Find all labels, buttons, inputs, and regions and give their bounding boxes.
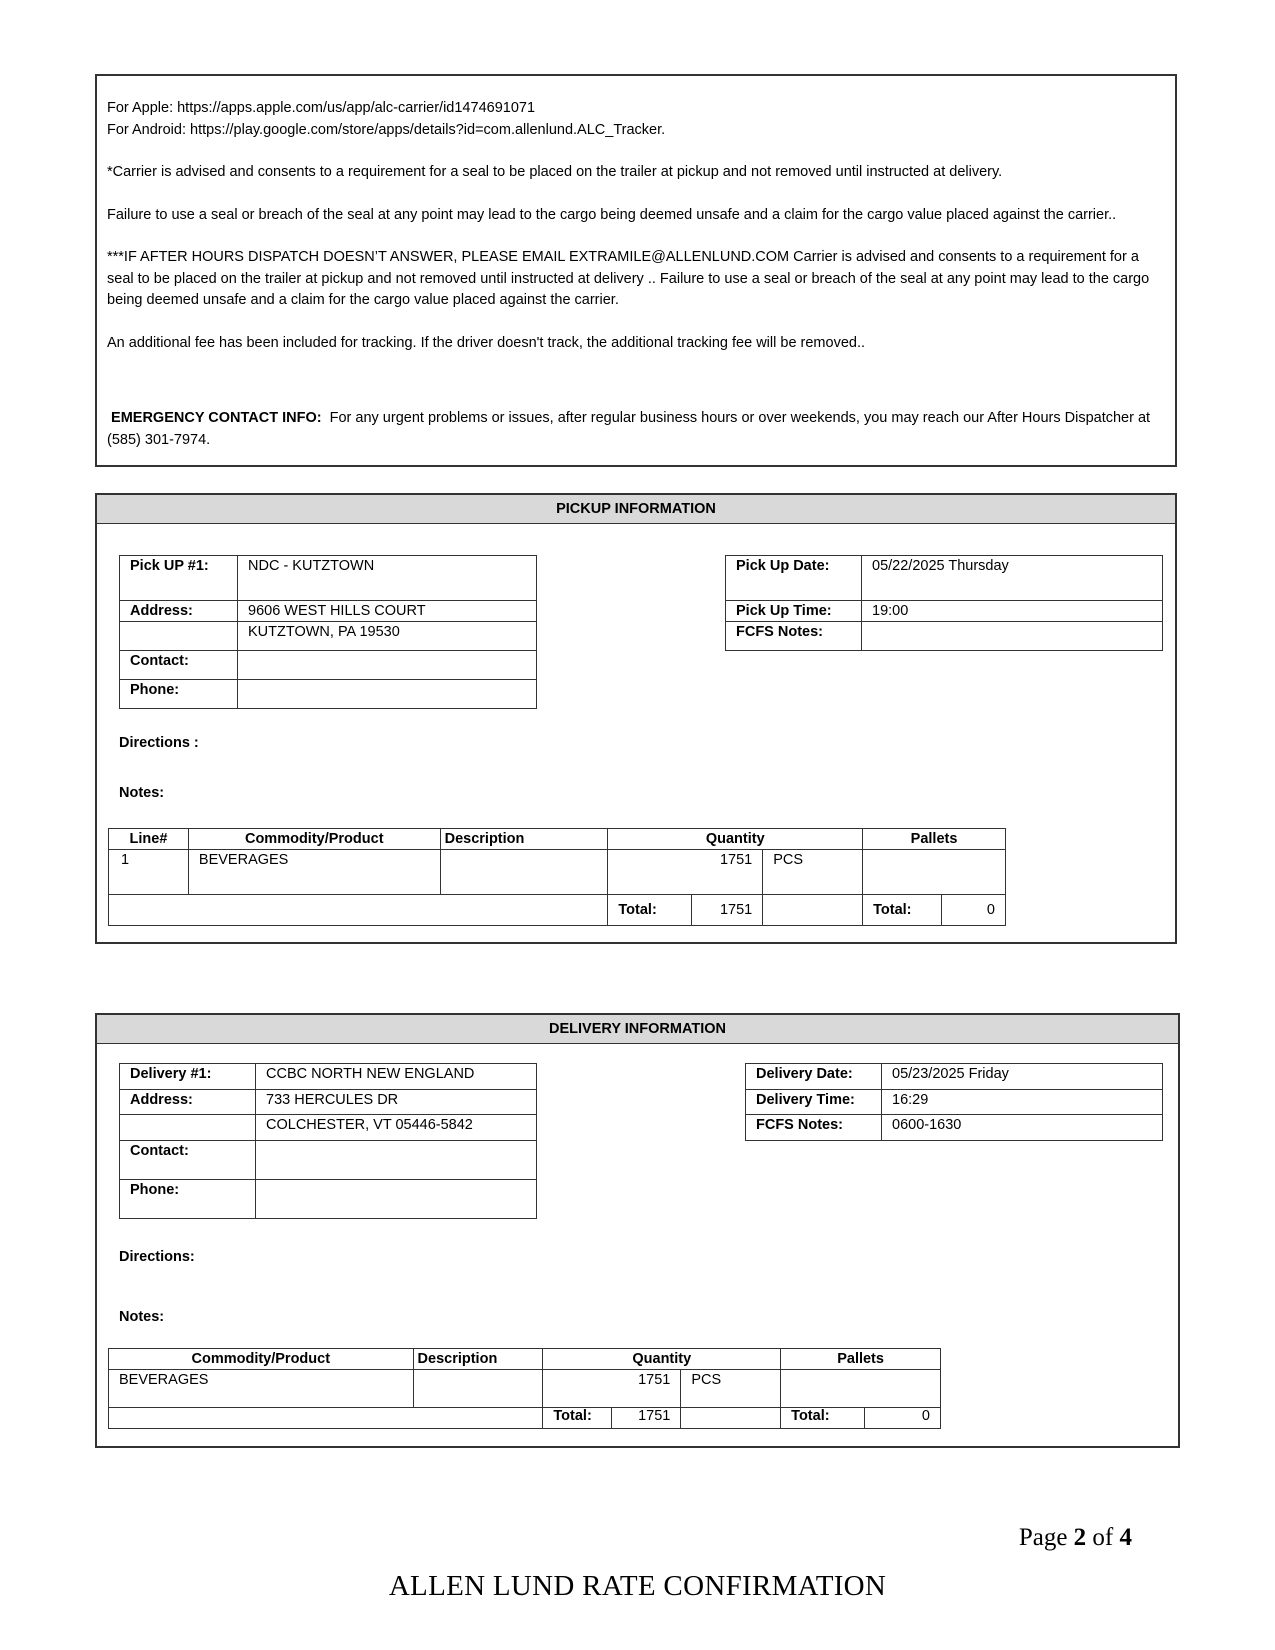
delivery-time-value: 16:29 xyxy=(882,1090,1163,1115)
delivery-address-line2: COLCHESTER, VT 05446-5842 xyxy=(256,1115,537,1141)
pickup-time-label: Pick Up Time: xyxy=(726,601,862,622)
carrier-notes-box xyxy=(95,74,1177,467)
col-commodity: Commodity/Product xyxy=(109,1349,414,1370)
delivery-time-label: Delivery Time: xyxy=(746,1090,882,1115)
row-pallets xyxy=(863,850,1006,895)
page-prefix: Page xyxy=(1018,1524,1074,1551)
pallets-total-value: 0 xyxy=(942,895,1006,926)
page-of: of xyxy=(1086,1524,1120,1551)
emergency-contact xyxy=(107,408,1165,451)
delivery-phone-label: Phone: xyxy=(120,1180,256,1219)
delivery-notes-label: Notes: xyxy=(119,1309,165,1325)
quantity-total-value: 1751 xyxy=(692,895,763,926)
pickup-fcfs-value xyxy=(862,622,1163,651)
pickup-section xyxy=(95,493,1177,944)
pickup-phone-value xyxy=(238,680,537,709)
pickup-date-value: 05/22/2025 Thursday xyxy=(862,556,1163,601)
emergency-text: For any urgent problems or issues, after regular business hours or over weekends, you may reach our After Hours Dispatcher at (585) 301-7974. xyxy=(107,410,1151,448)
row-description xyxy=(440,850,608,895)
pickup-address-label: Address: xyxy=(120,601,238,622)
delivery-label: Delivery #1: xyxy=(120,1064,256,1090)
delivery-phone-value xyxy=(256,1180,537,1219)
row-quantity: 1751 xyxy=(608,850,763,895)
row-commodity: BEVERAGES xyxy=(188,850,440,895)
tracking-fee-note: An additional fee has been included for tracking. If the driver doesn't track, the additional tracking fee will be removed.. xyxy=(107,334,866,351)
pickup-contact-value xyxy=(238,651,537,680)
delivery-commodity-table xyxy=(108,1348,941,1429)
pickup-time-value: 19:00 xyxy=(862,601,1163,622)
delivery-contact-label: Contact: xyxy=(120,1141,256,1180)
row-line: 1 xyxy=(109,850,189,895)
delivery-schedule-table xyxy=(745,1063,1163,1141)
quantity-total-value: 1751 xyxy=(612,1408,681,1429)
pickup-address-line2: KUTZTOWN, PA 19530 xyxy=(238,622,537,651)
seal-requirement-note: *Carrier is advised and consents to a requirement for a seal to be placed on the trailer at pickup and not removed until instructed at delivery. xyxy=(107,164,1003,180)
pickup-date-label: Pick Up Date: xyxy=(726,556,862,601)
pickup-fcfs-label: FCFS Notes: xyxy=(726,622,862,651)
delivery-date-value: 05/23/2025 Friday xyxy=(882,1064,1163,1090)
pickup-location-table xyxy=(119,555,537,709)
delivery-fcfs-value: 0600-1630 xyxy=(882,1115,1163,1141)
document-title: ALLEN LUND RATE CONFIRMATION xyxy=(388,1570,887,1602)
page-number xyxy=(1019,1524,1132,1552)
col-description: Description xyxy=(413,1349,543,1370)
pickup-notes-label: Notes: xyxy=(119,785,165,801)
pallets-total-label: Total: xyxy=(863,895,942,926)
delivery-header: DELIVERY INFORMATION xyxy=(97,1015,1178,1044)
page-current: 2 xyxy=(1073,1524,1087,1551)
page-total: 4 xyxy=(1119,1524,1132,1551)
delivery-fcfs-label: FCFS Notes: xyxy=(746,1115,882,1141)
pickup-directions-label: Directions : xyxy=(119,735,199,751)
android-app-link[interactable]: For Android: https://play.google.com/store/apps/details?id=com.allenlund.ALC_Tracker. xyxy=(107,121,666,138)
col-quantity: Quantity xyxy=(543,1349,781,1370)
col-commodity: Commodity/Product xyxy=(188,829,440,850)
pickup-name: NDC - KUTZTOWN xyxy=(238,556,537,601)
pallets-total-label: Total: xyxy=(781,1408,865,1429)
col-quantity: Quantity xyxy=(608,829,863,850)
quantity-total-label: Total: xyxy=(543,1408,612,1429)
delivery-address-label: Address: xyxy=(120,1090,256,1115)
delivery-directions-label: Directions: xyxy=(119,1249,195,1265)
seal-failure-note: Failure to use a seal or breach of the seal at any point may lead to the cargo being deemed unsafe and a claim for the cargo value placed against the carrier.. xyxy=(107,206,1117,223)
row-unit: PCS xyxy=(681,1370,781,1408)
pickup-address-line1: 9606 WEST HILLS COURT xyxy=(238,601,537,622)
pickup-phone-label: Phone: xyxy=(120,680,238,709)
pickup-header: PICKUP INFORMATION xyxy=(97,495,1175,524)
pallets-total-value: 0 xyxy=(865,1408,941,1429)
apple-app-link[interactable]: For Apple: https://apps.apple.com/us/app/alc-carrier/id1474691071 xyxy=(107,100,536,116)
row-description xyxy=(413,1370,543,1408)
quantity-total-label: Total: xyxy=(608,895,692,926)
delivery-address-line1: 733 HERCULES DR xyxy=(256,1090,537,1115)
delivery-contact-value xyxy=(256,1141,537,1180)
col-pallets: Pallets xyxy=(863,829,1006,850)
row-commodity: BEVERAGES xyxy=(109,1370,414,1408)
pickup-schedule-table xyxy=(725,555,1163,651)
row-pallets xyxy=(781,1370,941,1408)
pickup-commodity-table xyxy=(108,828,1006,926)
pickup-contact-label: Contact: xyxy=(120,651,238,680)
after-hours-note: ***IF AFTER HOURS DISPATCH DOESN’T ANSWER, PLEASE EMAIL EXTRAMILE@ALLENLUND.COM Carrier is advised and consents to a requirement for a seal to be placed on the trailer at pickup and not removed until instructed at delivery .. Failure to use a seal or breach of the seal at any point may lead to the cargo being deemed unsafe and a claim for the cargo value placed against the carrier. xyxy=(107,249,1150,308)
col-pallets: Pallets xyxy=(781,1349,941,1370)
pickup-label: Pick UP #1: xyxy=(120,556,238,601)
emergency-label: EMERGENCY CONTACT INFO: xyxy=(111,410,322,426)
delivery-name: CCBC NORTH NEW ENGLAND xyxy=(256,1064,537,1090)
col-line: Line# xyxy=(109,829,189,850)
delivery-section xyxy=(95,1013,1180,1448)
col-description: Description xyxy=(440,829,608,850)
row-unit: PCS xyxy=(763,850,863,895)
delivery-date-label: Delivery Date: xyxy=(746,1064,882,1090)
delivery-location-table xyxy=(119,1063,537,1219)
row-quantity: 1751 xyxy=(543,1370,681,1408)
